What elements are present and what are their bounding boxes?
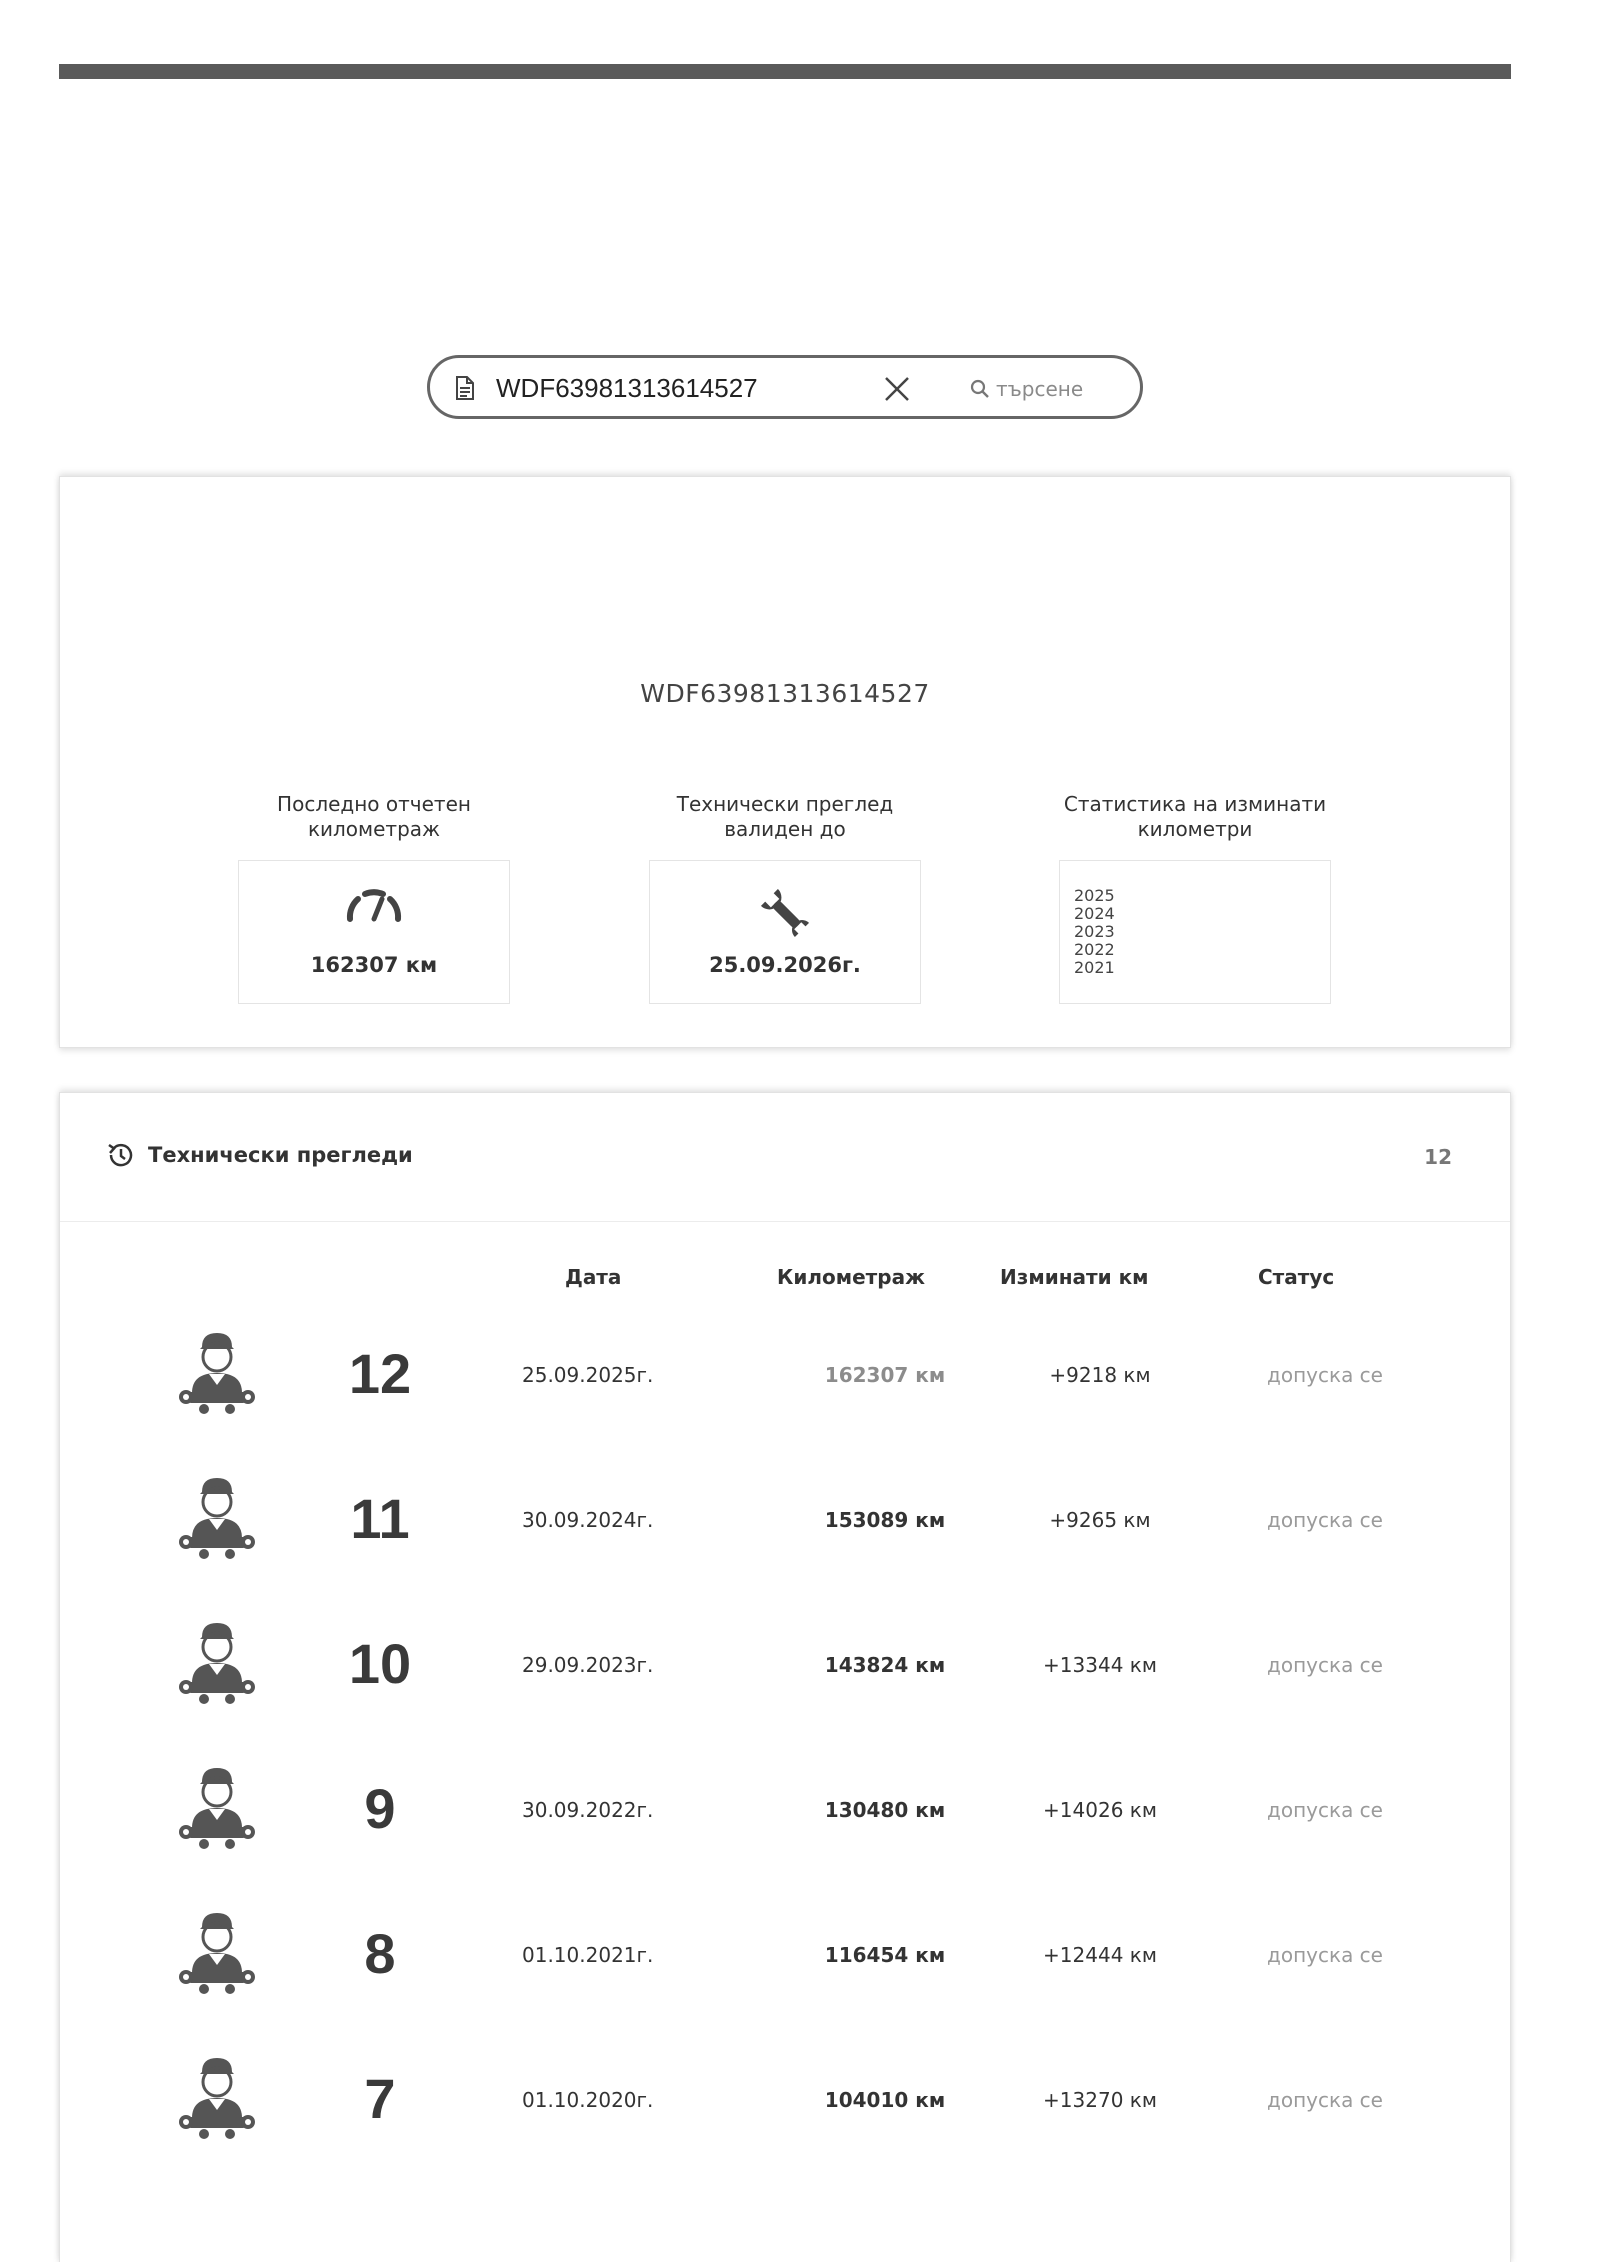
inspection-row	[60, 1621, 1510, 1761]
vehicle-summary-card	[59, 476, 1511, 1048]
column-header-diff: Изминати км	[1000, 1265, 1149, 1289]
inspection-km-diff: +13270 км	[1043, 2088, 1157, 2112]
inspection-km-diff: +13344 км	[1043, 1653, 1157, 1677]
inspection-row	[60, 1476, 1510, 1616]
inspection-mileage: 143824 км	[824, 1653, 946, 1677]
inspection-status: допуска се	[1267, 1943, 1383, 1967]
mechanic-icon	[178, 1621, 256, 1709]
inspection-number: 8	[364, 1922, 396, 1985]
history-icon	[106, 1141, 134, 1173]
inspection-date: 30.09.2024г.	[522, 1508, 654, 1532]
inspection-km-diff: +9265 км	[1049, 1508, 1151, 1532]
mechanic-icon	[178, 1911, 256, 1999]
inspection-mileage: 104010 км	[824, 2088, 946, 2112]
vin-search-input[interactable]	[496, 370, 856, 406]
year-label: 2021	[1074, 958, 1115, 977]
search-button[interactable]	[970, 374, 1083, 404]
mileage-value: 162307 км	[310, 953, 438, 977]
search-button-label: търсене	[996, 377, 1084, 401]
inspection-row	[60, 1911, 1510, 2051]
inspection-status: допуска се	[1267, 1653, 1383, 1677]
inspection-date: 30.09.2022г.	[522, 1798, 654, 1822]
mechanic-icon	[178, 2056, 256, 2144]
inspection-row	[60, 1331, 1510, 1471]
year-label: 2024	[1074, 904, 1115, 923]
inspection-mileage: 130480 км	[824, 1798, 946, 1822]
inspection-status: допуска се	[1267, 1508, 1383, 1532]
vin-title: WDF63981313614527	[640, 679, 930, 708]
search-icon	[970, 379, 990, 399]
year-label: 2022	[1074, 940, 1115, 959]
inspection-number: 10	[348, 1632, 412, 1695]
column-header-mileage: Километраж	[777, 1265, 925, 1289]
inspection-status: допуска се	[1267, 2088, 1383, 2112]
top-bar	[59, 64, 1511, 79]
document-icon	[455, 376, 475, 404]
mileage-label: Последно отчетен километраж	[277, 792, 471, 841]
inspection-mileage: 153089 км	[824, 1508, 946, 1532]
inspection-number: 12	[348, 1342, 412, 1405]
mileage-box	[238, 860, 510, 1004]
mileage-statistics-label: Статистика на изминати километри	[1063, 792, 1327, 841]
column-header-date: Дата	[565, 1265, 622, 1289]
mechanic-icon	[178, 1476, 256, 1564]
year-list	[1074, 887, 1115, 977]
inspection-number: 11	[350, 1487, 410, 1550]
inspection-status: допуска се	[1267, 1798, 1383, 1822]
speedometer-icon	[344, 885, 404, 927]
inspection-validity-box	[649, 860, 921, 1004]
mileage-stat	[238, 792, 510, 1004]
vin-search-box	[427, 355, 1143, 419]
inspection-mileage: 116454 км	[824, 1943, 946, 1967]
inspection-validity-value: 25.09.2026г.	[709, 953, 861, 977]
close-icon	[882, 374, 912, 404]
inspections-header	[60, 1093, 1510, 1222]
inspection-km-diff: +14026 км	[1043, 1798, 1157, 1822]
inspections-count: 12	[1424, 1145, 1452, 1169]
mileage-statistics-chart	[1059, 860, 1331, 1004]
column-header-status: Статус	[1258, 1265, 1335, 1289]
inspection-date: 25.09.2025г.	[522, 1363, 654, 1387]
inspection-date: 29.09.2023г.	[522, 1653, 654, 1677]
mechanic-icon	[178, 1766, 256, 1854]
inspection-date: 01.10.2021г.	[522, 1943, 654, 1967]
year-label: 2023	[1074, 922, 1115, 941]
inspection-number: 9	[364, 1777, 396, 1840]
mileage-statistics-stat	[1059, 792, 1331, 1004]
inspection-status: допуска се	[1267, 1363, 1383, 1387]
inspection-validity-stat	[649, 792, 921, 1004]
year-label: 2025	[1074, 886, 1115, 905]
inspection-row	[60, 2056, 1510, 2196]
inspection-row	[60, 1766, 1510, 1906]
inspection-km-diff: +9218 км	[1049, 1363, 1151, 1387]
clear-search-button[interactable]	[882, 374, 912, 404]
mechanic-icon	[178, 1331, 256, 1419]
inspection-mileage: 162307 км	[824, 1363, 946, 1387]
inspection-number: 7	[364, 2067, 396, 2130]
inspection-date: 01.10.2020г.	[522, 2088, 654, 2112]
inspection-km-diff: +12444 км	[1043, 1943, 1157, 1967]
wrench-icon	[757, 885, 813, 945]
inspection-validity-label: Технически преглед валиден до	[676, 792, 894, 841]
inspections-title: Технически прегледи	[148, 1143, 413, 1167]
inspections-card	[59, 1092, 1511, 2262]
